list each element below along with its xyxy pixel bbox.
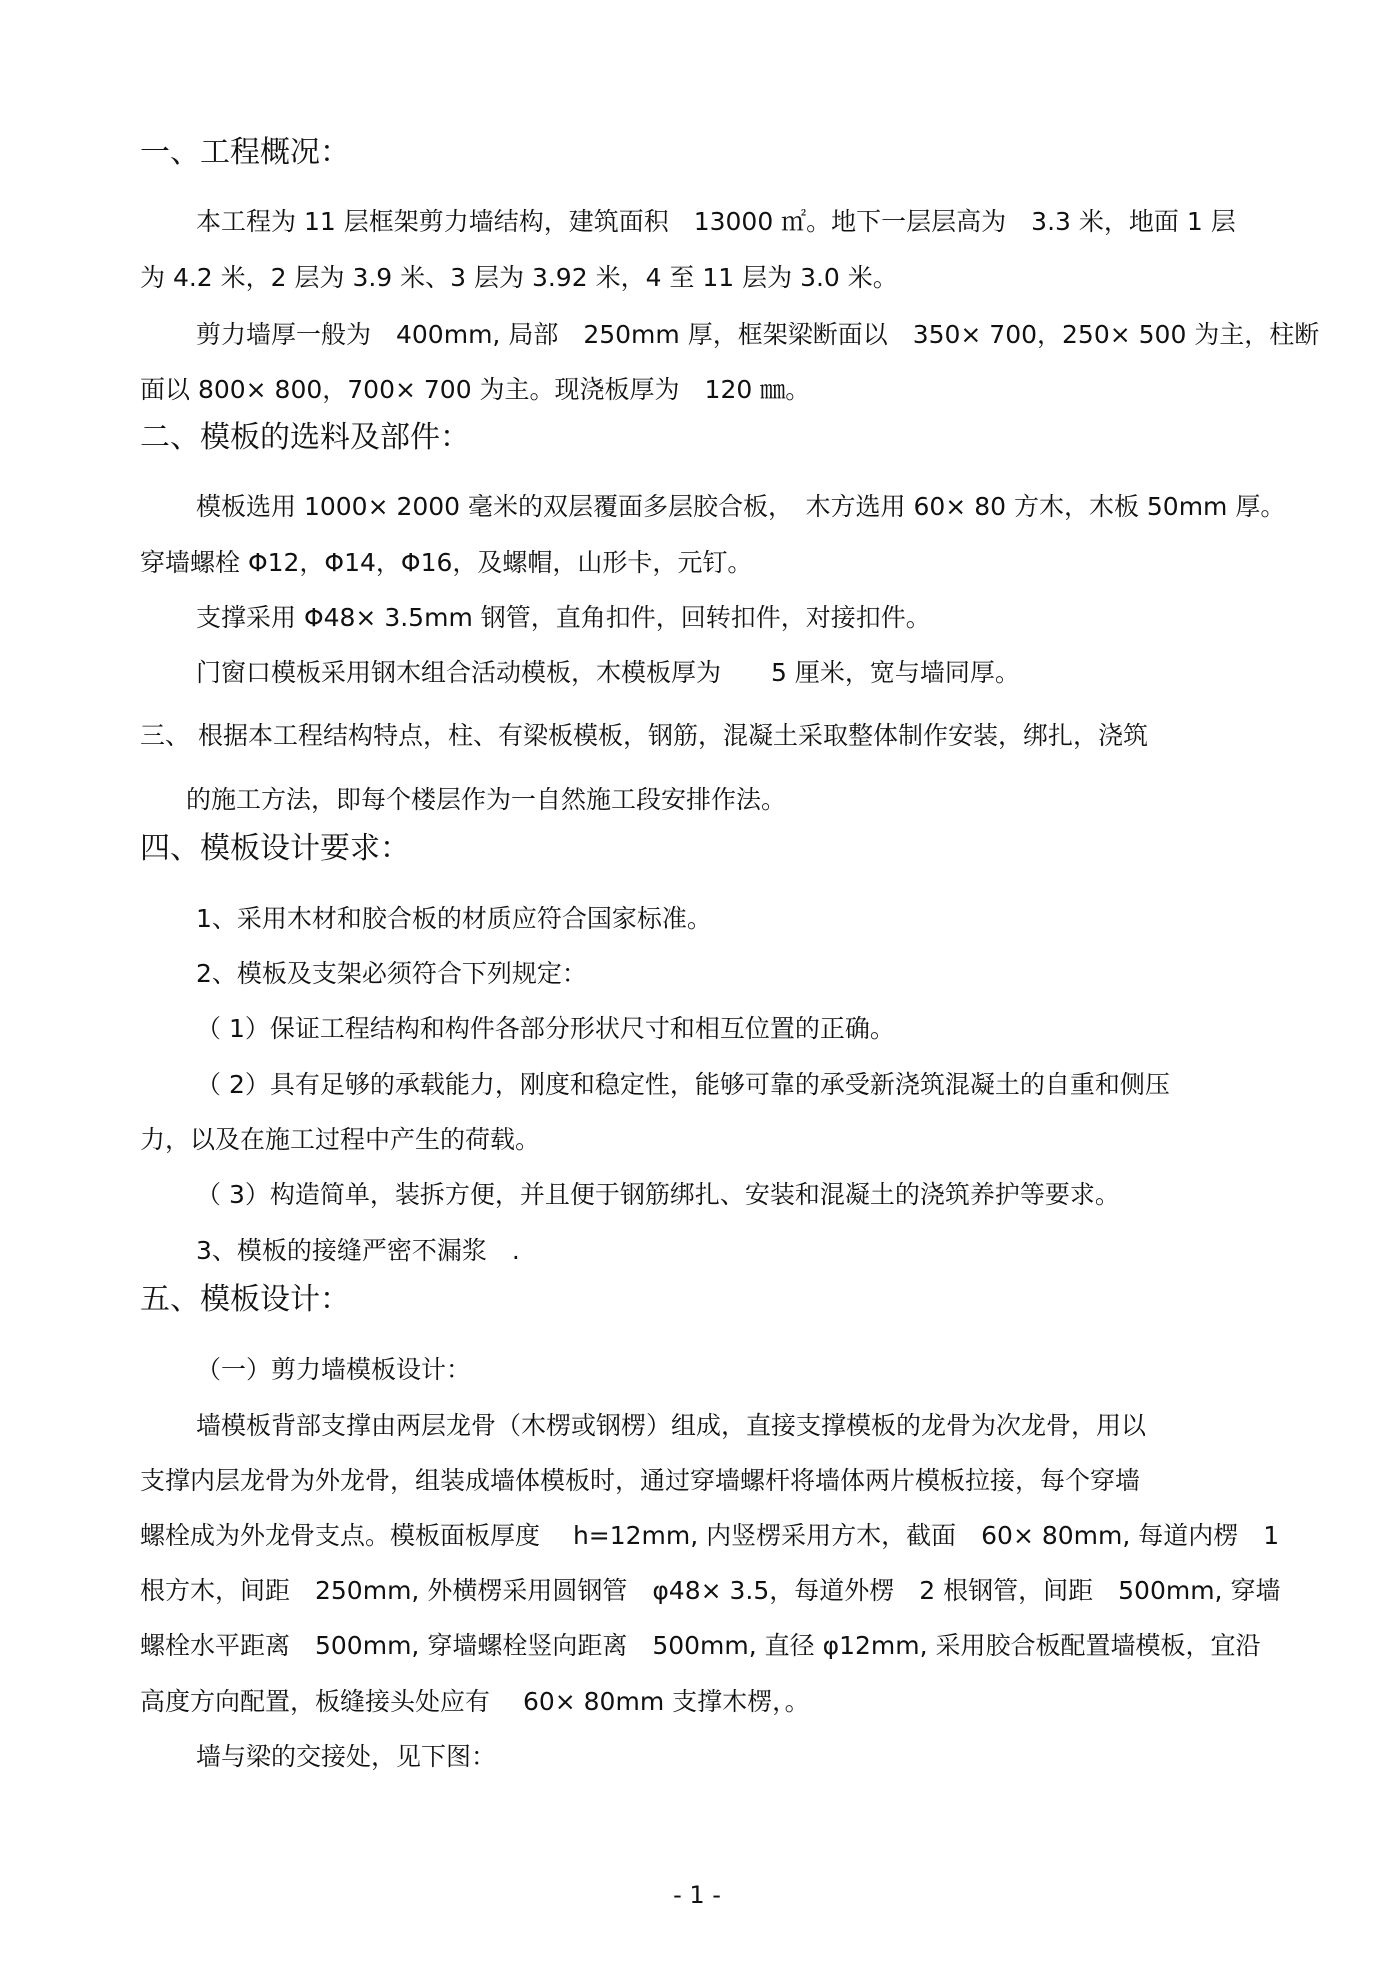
paragraph-line: 本工程为 11 层框架剪力墙结构，建筑面积 13000 ㎡。地下一层层高为 3.3 米，地面 1 层 [196,207,1236,236]
paragraph-line: 面以 800× 800，700× 700 为主。现浇板厚为 120 ㎜。 [140,375,811,404]
paragraph-line: 剪力墙厚一般为 400mm, 局部 250mm 厚，框架梁断面以 350× 700，250× 500 为主，柱断 [196,320,1320,349]
paragraph-line: 螺栓成为外龙骨支点。模板面板厚度 h=12mm, 内竖楞采用方木，截面 60× 80mm, 每道内楞 1 [140,1521,1280,1550]
subheading-shear-wall: （一）剪力墙模板设计： [196,1355,472,1384]
paragraph-line: 的施工方法，即每个楼层作为一自然施工段安排作法。 [186,785,787,814]
paragraph-line: 门窗口模板采用钢木组合活动模板，木模板厚为 5 厘米，宽与墙同厚。 [196,658,1020,687]
paragraph-line: 力，以及在施工过程中产生的荷载。 [140,1125,541,1154]
heading-formwork-design: 五、模板设计： [140,1282,350,1317]
paragraph-line: 螺栓水平距离 500mm, 穿墙螺栓竖向距离 500mm, 直径 φ12mm, 采用胶合板配置墙模板，宜沿 [140,1631,1261,1660]
heading-design-requirements: 四、模板设计要求： [140,831,410,866]
list-item: （ 2）具有足够的承载能力，刚度和稳定性，能够可靠的承受新浇筑混凝土的自重和侧压 [196,1070,1170,1099]
list-item: 3、模板的接缝严密不漏浆 . [196,1236,520,1265]
heading-construction-method: 三、 根据本工程结构特点，柱、有梁板模板，钢筋，混凝土采取整体制作安装，绑扎，浇筑 [140,721,1148,750]
paragraph-line: 穿墙螺栓 Φ12，Φ14，Φ16，及螺帽，山形卡，元钉。 [140,548,753,577]
list-item: （ 1）保证工程结构和构件各部分形状尺寸和相互位置的正确。 [196,1014,895,1043]
paragraph-line: 支撑采用 Φ48× 3.5mm 钢管，直角扣件，回转扣件，对接扣件。 [196,603,931,632]
paragraph-line: 支撑内层龙骨为外龙骨，组装成墙体模板时，通过穿墙螺杆将墙体两片模板拉接，每个穿墙 [140,1466,1141,1495]
paragraph-line: 根方木，间距 250mm, 外横楞采用圆钢管 φ48× 3.5，每道外楞 2 根钢管，间距 500mm, 穿墙 [140,1576,1281,1605]
paragraph-line: 模板选用 1000× 2000 毫米的双层覆面多层胶合板， 木方选用 60× 80 方木，木板 50mm 厚。 [196,492,1286,521]
list-item: 1、采用木材和胶合板的材质应符合国家标准。 [196,904,712,933]
heading-project-overview: 一、工程概况： [140,135,350,170]
paragraph-line: 高度方向配置，板缝接头处应有 60× 80mm 支撑木楞，。 [140,1687,810,1716]
list-item: 2、模板及支架必须符合下列规定： [196,959,587,988]
heading-formwork-materials: 二、模板的选料及部件： [140,420,470,455]
paragraph-line: 为 4.2 米，2 层为 3.9 米、3 层为 3.92 米，4 至 11 层为 3.0 米。 [140,263,898,292]
paragraph-line: 墙与梁的交接处，见下图： [196,1742,497,1771]
list-item: （ 3）构造简单，装拆方便，并且便于钢筋绑扎、安装和混凝土的浇筑养护等要求。 [196,1180,1120,1209]
page-number: - 1 - [673,1881,721,1909]
paragraph-line: 墙模板背部支撑由两层龙骨（木楞或钢楞）组成，直接支撑模板的龙骨为次龙骨，用以 [196,1411,1147,1440]
